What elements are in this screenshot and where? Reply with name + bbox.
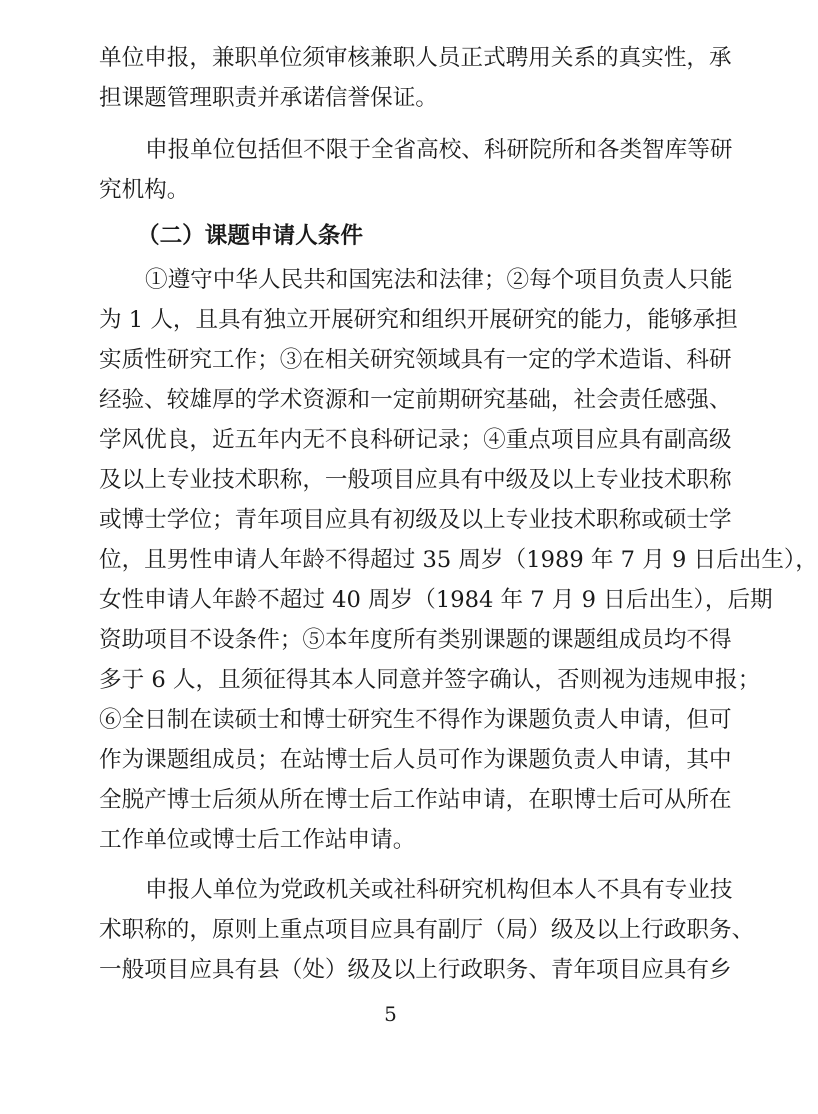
paragraph-line: 申报人单位为党政机关或社科研究机构但本人不具有专业技: [145, 877, 733, 903]
paragraph-line: 全脱产博士后须从所在博士后工作站申请，在职博士后可从所在: [99, 787, 732, 813]
section-heading: （二）课题申请人条件: [137, 223, 363, 249]
paragraph-line: 及以上专业技术职称，一般项目应具有中级及以上专业技术职称: [99, 467, 732, 493]
paragraph-line: 女性申请人年龄不超过 40 周岁（1984 年 7 月 9 日后出生），后期: [99, 587, 773, 613]
page-number: 5: [384, 1002, 397, 1026]
paragraph-line: 工作单位或博士后工作站申请。: [99, 827, 416, 853]
paragraph-line: ①遵守中华人民共和国宪法和法律；②每个项目负责人只能: [145, 267, 733, 293]
paragraph-line: 单位申报，兼职单位须审核兼职人员正式聘用关系的真实性，承: [99, 45, 732, 71]
paragraph-line: 担课题管理职责并承诺信誉保证。: [99, 85, 438, 111]
paragraph-line: 实质性研究工作；③在相关研究领域具有一定的学术造诣、科研: [99, 347, 732, 373]
paragraph-line: 作为课题组成员；在站博士后人员可作为课题负责人申请，其中: [99, 747, 732, 773]
paragraph-line: 资助项目不设条件；⑤本年度所有类别课题的课题组成员均不得: [99, 627, 732, 653]
paragraph-line: 申报单位包括但不限于全省高校、科研院所和各类智库等研: [145, 137, 733, 163]
paragraph-line: 为 1 人，且具有独立开展研究和组织开展研究的能力，能够承担: [99, 307, 738, 333]
paragraph-line: 位，且男性申请人年龄不得超过 35 周岁（1989 年 7 月 9 日后出生），: [99, 547, 818, 573]
paragraph-line: 一般项目应具有县（处）级及以上行政职务、青年项目应具有乡: [99, 957, 732, 983]
paragraph-line: 多于 6 人，且须征得其本人同意并签字确认，否则视为违规申报；: [99, 667, 761, 693]
paragraph-line: 究机构。: [99, 177, 190, 203]
paragraph-line: 术职称的，原则上重点项目应具有副厅（局）级及以上行政职务、: [99, 917, 755, 943]
paragraph-line: ⑥全日制在读硕士和博士研究生不得作为课题负责人申请，但可: [99, 707, 732, 733]
paragraph-line: 或博士学位；青年项目应具有初级及以上专业技术职称或硕士学: [99, 507, 732, 533]
paragraph-line: 学风优良，近五年内无不良科研记录；④重点项目应具有副高级: [99, 427, 732, 453]
paragraph-line: 经验、较雄厚的学术资源和一定前期研究基础，社会责任感强、: [99, 387, 732, 413]
